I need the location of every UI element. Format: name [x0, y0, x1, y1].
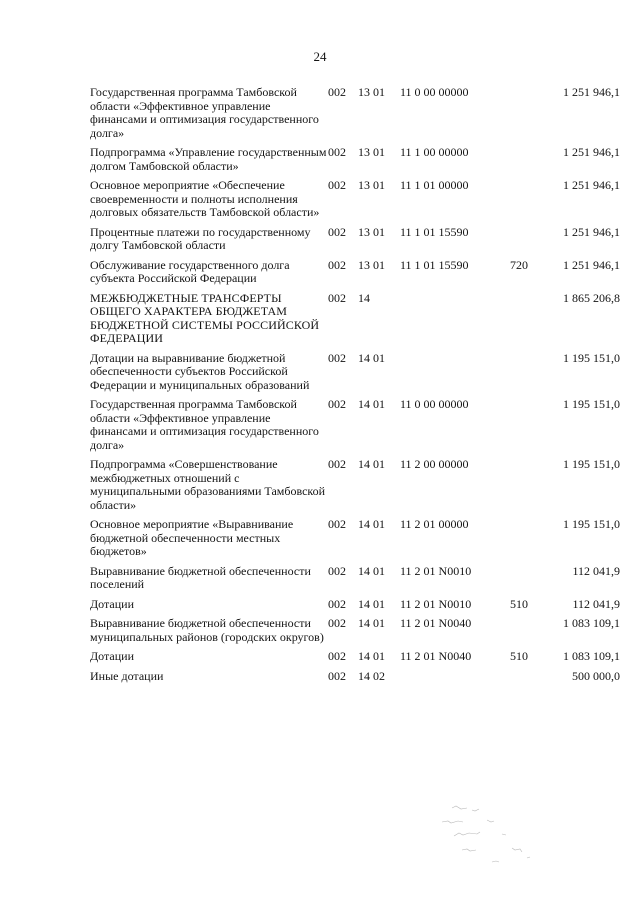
row-expense-type [510, 670, 540, 690]
row-section: 14 01 [358, 350, 385, 365]
row-amount: 1 251 946,1 [563, 257, 620, 272]
row-section: 14 01 [358, 649, 385, 663]
row-admin-code: 002 [328, 178, 346, 192]
row-amount: 1 195 151,0 [563, 397, 620, 411]
row-section: 13 01 [358, 224, 385, 239]
row-expense-type [510, 565, 540, 598]
row-name: Иные дотации [90, 668, 164, 683]
row-amount: 1 083 109,1 [563, 616, 620, 630]
row-section: 14 01 [358, 563, 385, 578]
table-row [90, 650, 620, 670]
row-expense-type [510, 617, 540, 650]
row-amount: 1 083 109,1 [563, 649, 620, 663]
table-row [90, 292, 620, 352]
row-admin-code: 002 [328, 290, 346, 305]
row-name: Подпрограмма «Совершенствование межбюджетных отношений с муниципальными образованиями Тамбовской области» [90, 457, 326, 512]
row-target-code: 11 1 01 15590 [400, 224, 469, 239]
row-amount: 112 041,9 [572, 596, 620, 611]
table-row [90, 179, 620, 226]
row-name: Обслуживание государственного долга субъекта Российской Федерации [90, 257, 290, 285]
row-name: Выравнивание бюджетной обеспеченности муниципальных районов (городских округов) [90, 616, 324, 644]
table-row [90, 352, 620, 399]
row-expense-type: 720 [510, 257, 528, 272]
row-expense-type [510, 458, 540, 518]
row-target-code: 11 1 00 00000 [400, 145, 469, 159]
row-expense-type [510, 226, 540, 259]
row-admin-code: 002 [328, 145, 346, 159]
table-row [90, 226, 620, 259]
row-section: 13 01 [358, 178, 385, 192]
row-amount: 1 195 151,0 [563, 517, 620, 531]
row-target-code: 11 1 01 00000 [400, 178, 469, 192]
row-target-code: 11 0 00 00000 [400, 85, 469, 99]
row-name: Государственная программа Тамбовской области «Эффективное управление финансами и оптимизация государственного долга» [90, 397, 319, 452]
scan-artifact [432, 800, 552, 870]
row-target-code: 11 2 01 N0040 [400, 649, 472, 663]
table-row [90, 259, 620, 292]
row-target-code: 11 2 00 00000 [400, 457, 469, 471]
row-section: 14 01 [358, 457, 385, 471]
table-row [90, 617, 620, 650]
row-name: МЕЖБЮДЖЕТНЫЕ ТРАНСФЕРТЫ ОБЩЕГО ХАРАКТЕРА БЮДЖЕТАМ БЮДЖЕТНОЙ СИСТЕМЫ РОССИЙСКОЙ ФЕДЕРАЦИИ [90, 290, 320, 345]
table-row [90, 598, 620, 618]
table-row [90, 86, 620, 146]
row-section: 13 01 [358, 257, 385, 272]
row-amount: 1 251 946,1 [563, 224, 620, 239]
row-amount: 1 251 946,1 [563, 145, 620, 159]
row-expense-type [510, 398, 540, 458]
row-expense-type [510, 179, 540, 226]
row-target-code: 11 0 00 00000 [400, 397, 469, 411]
row-name: Дотации [90, 649, 135, 663]
budget-table [90, 86, 620, 689]
row-target-code: 11 2 01 N0010 [400, 596, 472, 611]
row-name: Дотации [90, 596, 135, 611]
row-admin-code: 002 [328, 668, 346, 683]
page-number: 24 [313, 49, 327, 64]
table-row [90, 565, 620, 598]
row-name: Дотации на выравнивание бюджетной обеспеченности субъектов Российской Федерации и муниципальных образований [90, 350, 310, 392]
row-expense-type [510, 518, 540, 565]
row-expense-type [510, 146, 540, 179]
row-target-code: 11 2 01 00000 [400, 517, 469, 531]
row-admin-code: 002 [328, 457, 346, 471]
row-expense-type [510, 292, 540, 352]
row-section: 14 01 [358, 517, 385, 531]
row-name: Основное мероприятие «Обеспечение своевременности и полноты исполнения долговых обязательств Тамбовской области» [90, 178, 320, 219]
row-admin-code: 002 [328, 563, 346, 578]
row-expense-type: 510 [510, 596, 528, 611]
row-section: 14 01 [358, 596, 385, 611]
row-admin-code: 002 [328, 649, 346, 663]
row-section: 14 01 [358, 616, 385, 630]
row-admin-code: 002 [328, 517, 346, 531]
row-name: Государственная программа Тамбовской области «Эффективное управление финансами и оптимизация государственного долга» [90, 85, 319, 140]
row-admin-code: 002 [328, 224, 346, 239]
row-name: Процентные платежи по государственному долгу Тамбовской области [90, 224, 311, 252]
row-name: Выравнивание бюджетной обеспеченности поселений [90, 563, 311, 591]
row-admin-code: 002 [328, 350, 346, 365]
row-amount: 1 251 946,1 [563, 85, 620, 99]
row-section: 14 02 [358, 668, 385, 683]
row-admin-code: 002 [328, 85, 346, 99]
row-amount: 1 195 151,0 [563, 457, 620, 471]
row-target-code: 11 2 01 N0010 [400, 563, 472, 578]
row-amount: 112 041,9 [572, 563, 620, 578]
table-row [90, 670, 620, 690]
row-target-code: 11 2 01 N0040 [400, 616, 472, 630]
row-name: Подпрограмма «Управление государственным долгом Тамбовской области» [90, 145, 327, 173]
row-target-code [400, 352, 510, 399]
row-section: 13 01 [358, 85, 385, 99]
row-expense-type [510, 86, 540, 146]
row-section: 13 01 [358, 145, 385, 159]
row-expense-type [510, 352, 540, 399]
row-amount: 1 251 946,1 [563, 178, 620, 192]
table-row [90, 518, 620, 565]
table-row [90, 458, 620, 518]
row-amount: 1 195 151,0 [563, 350, 620, 365]
table-row [90, 146, 620, 179]
row-target-code: 11 1 01 15590 [400, 257, 469, 272]
row-admin-code: 002 [328, 616, 346, 630]
row-section: 14 01 [358, 397, 385, 411]
row-target-code [400, 670, 510, 690]
row-section: 14 [358, 290, 370, 305]
row-target-code [400, 292, 510, 352]
row-name: Основное мероприятие «Выравнивание бюджетной обеспеченности местных бюджетов» [90, 517, 294, 558]
row-amount: 500 000,0 [572, 668, 620, 683]
row-amount: 1 865 206,8 [563, 290, 620, 305]
row-admin-code: 002 [328, 257, 346, 272]
row-expense-type: 510 [510, 649, 528, 663]
row-admin-code: 002 [328, 397, 346, 411]
table-row [90, 398, 620, 458]
row-admin-code: 002 [328, 596, 346, 611]
